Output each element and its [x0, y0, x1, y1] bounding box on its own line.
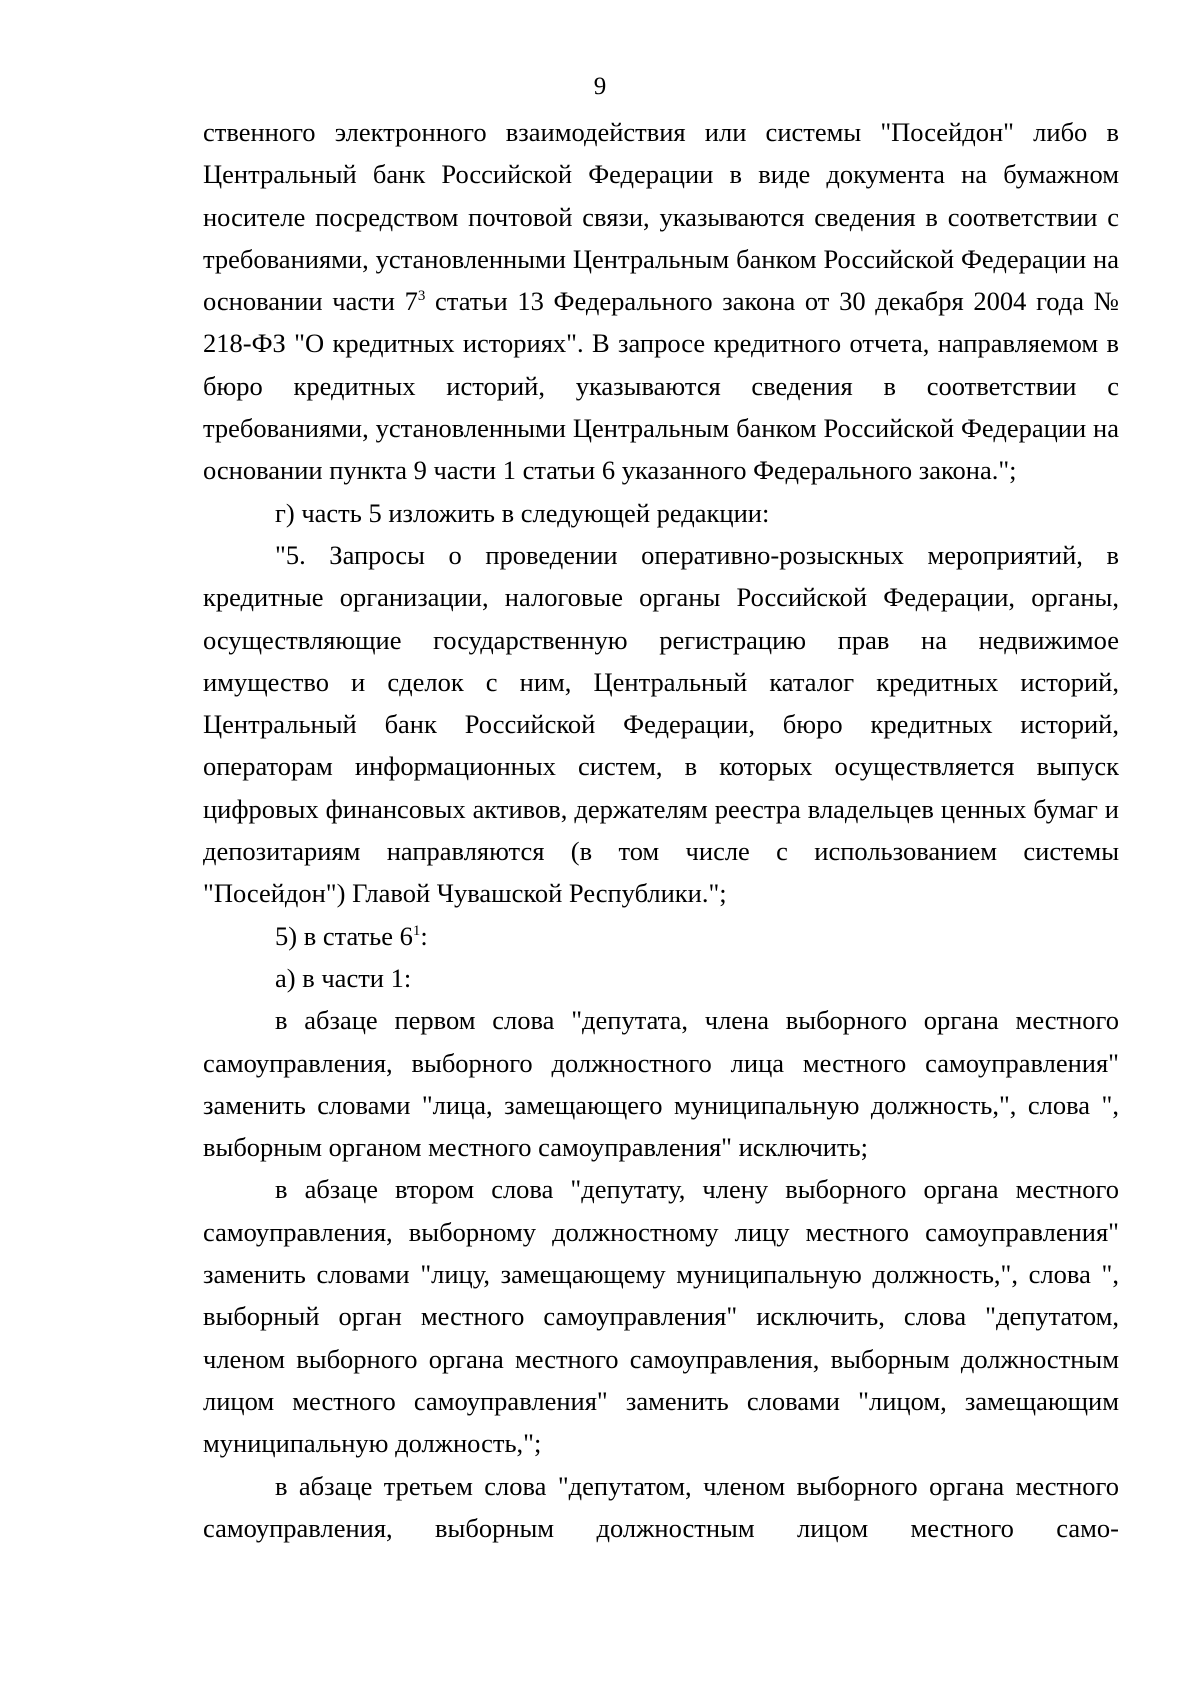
paragraph-text: а) в части 1: — [275, 962, 412, 993]
paragraph-text: в абзаце третьем слова "депутатом, членом выборного органа местного самоуправления, выборным должностным лицом местного само- — [203, 1470, 1119, 1543]
superscript: 1 — [412, 922, 421, 939]
paragraph — [203, 915, 1119, 957]
superscript: 3 — [417, 288, 426, 305]
paragraph — [203, 111, 1119, 492]
page-number: 9 — [593, 73, 607, 100]
paragraph-text: в абзаце первом слова "депутата, члена выборного органа местного самоуправления, выборного должностного лица местного самоуправления" заменить словами "лица, замещающего муниципальную должность,", слова ", выборным органом местного самоуправления" исключить; — [203, 1005, 1119, 1163]
paragraph — [203, 1465, 1119, 1550]
paragraph-text: : — [420, 920, 428, 951]
paragraph-text: в абзаце втором слова "депутату, члену выборного органа местного самоуправления, выборному должностному лицу местного самоуправления" заменить словами "лицу, замещающему муниципальную должность,", слова ", выборный орган местного самоуправления" исключить, слова "депутатом, членом выборного органа местного самоуправления, выборным должностным лицом местного самоуправления" заменить словами "лицом, замещающим муниципальную должность,"; — [203, 1174, 1119, 1459]
paragraph-text: "5. Запросы о проведении оперативно-розыскных мероприятий, в кредитные организации, налоговые органы Российской Федерации, органы, осуществляющие государственную регистрацию прав на недвижимое имущество и сделок с ним, Центральный каталог кредитных историй, Центральный банк Российской Федерации, бюро кредитных историй, операторам информационных систем, в которых осуществляется выпуск цифровых финансовых активов, держателям реестра владельцев ценных бумаг и депозитариям направляются (в том числе с использованием системы "Посейдон") Главой Чувашской Республики."; — [203, 539, 1119, 909]
paragraph — [203, 1168, 1119, 1464]
paragraph — [203, 492, 1119, 534]
paragraph — [203, 534, 1119, 915]
paragraph-text: г) часть 5 изложить в следующей редакции: — [275, 497, 770, 528]
paragraph-text: 5) в статье 6 — [275, 920, 413, 951]
paragraph — [203, 957, 1119, 999]
paragraph — [203, 999, 1119, 1168]
paragraph-text: статьи 13 Федерального закона от 30 декабря 2004 года № 218-ФЗ "О кредитных историях". В запросе кредитного отчета, направляемом в бюро кредитных историй, указываются сведения в соответствии с требованиями, установленными Центральным банком Российской Федерации на основании пункта 9 части 1 статьи 6 указанного Федерального закона."; — [203, 286, 1119, 486]
document-body — [203, 111, 1119, 1549]
paragraph-text: ственного электронного взаимодействия или системы "Посейдон" либо в Центральный банк Российской Федерации в виде документа на бумажном носителе посредством почтовой связи, указываются сведения в соответствии с требованиями, установленными Центральным банком Российской Федерации на основании части 7 — [203, 117, 1119, 317]
